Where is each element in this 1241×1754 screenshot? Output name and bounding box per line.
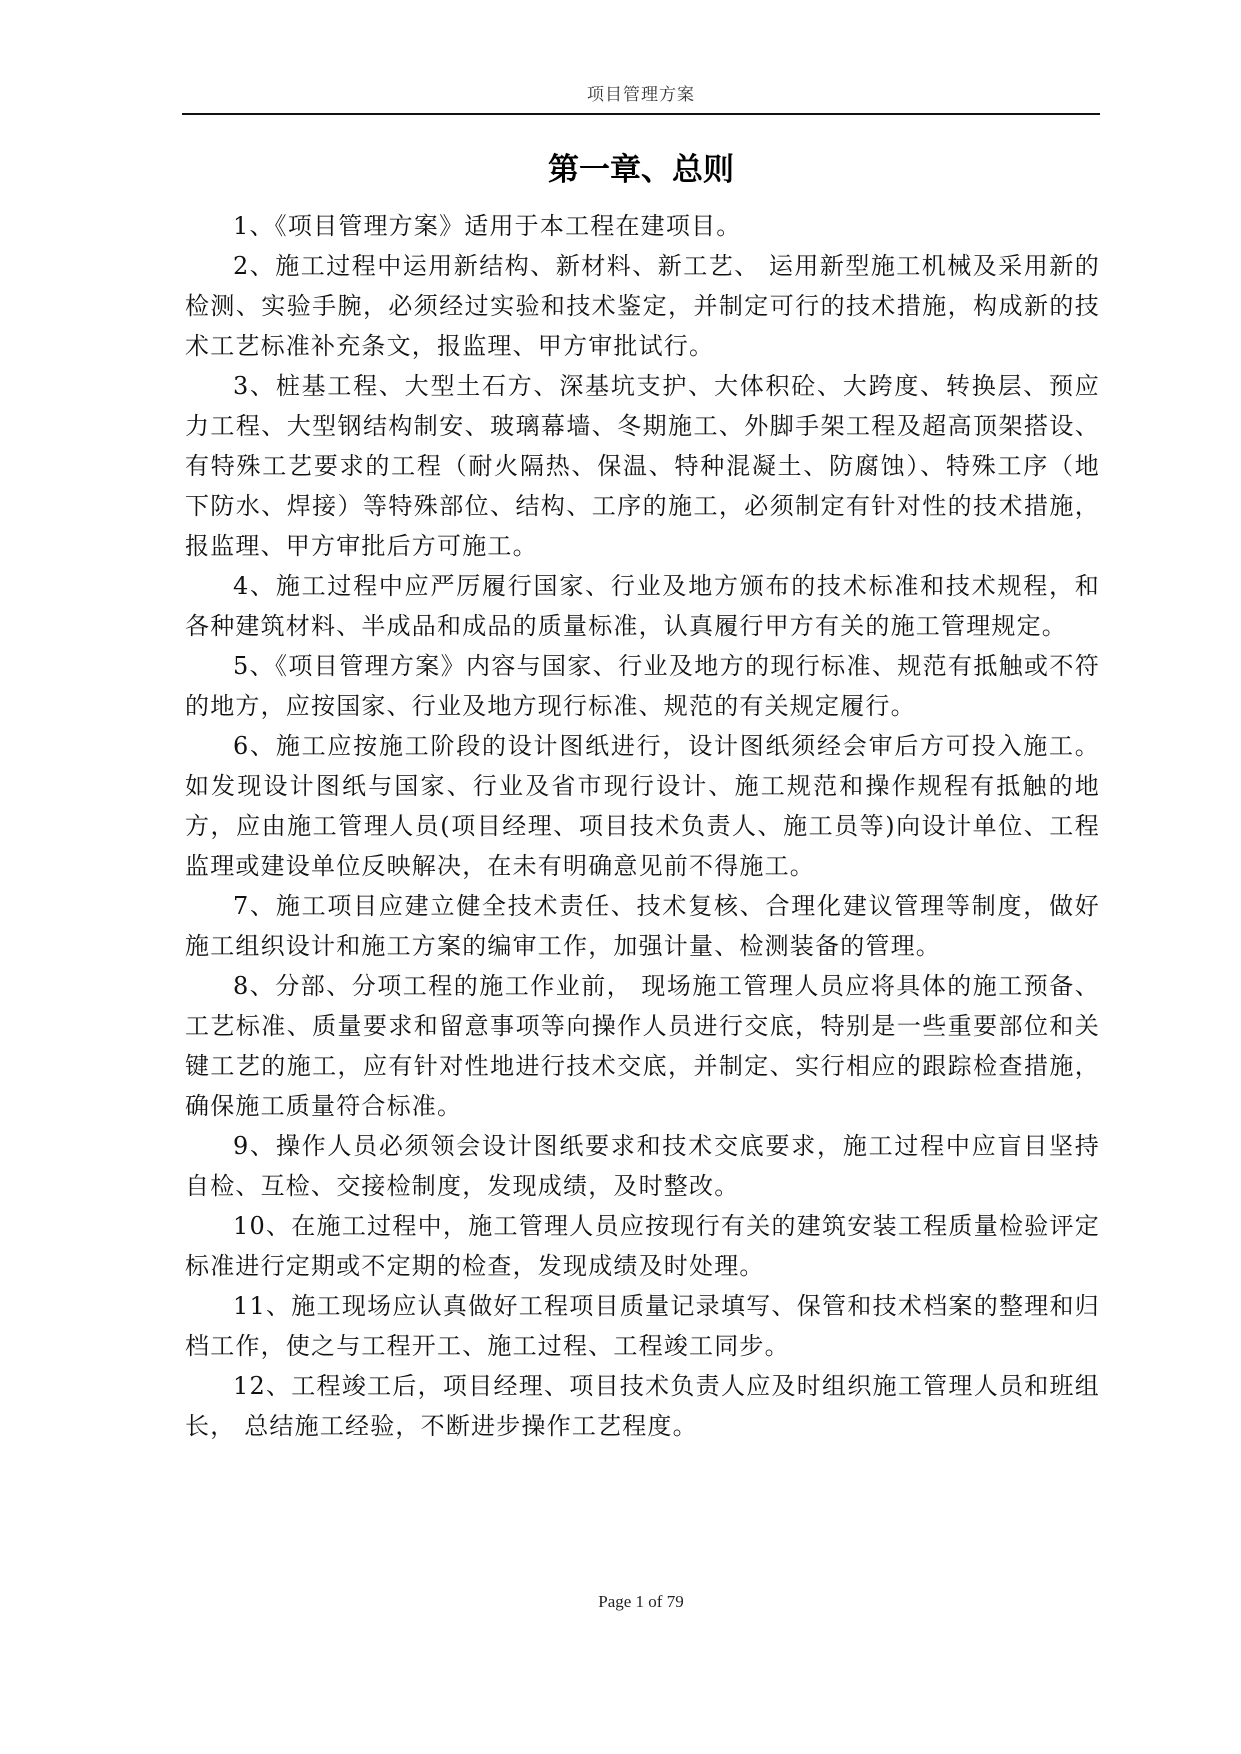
paragraph-5: 5、《项目管理方案》内容与国家、行业及地方的现行标准、规范有抵触或不符的地方，应按国家、行业及地方现行标准、规范的有关规定履行。 <box>185 652 1100 720</box>
paragraph-7: 7、施工项目应建立健全技术责任、技术复核、合理化建议管理等制度，做好施工组织设计和施工方案的编审工作，加强计量、检测装备的管理。 <box>185 892 1100 960</box>
header-title: 项目管理方案 <box>587 85 695 105</box>
paragraph-8: 8、分部、分项工程的施工作业前， 现场施工管理人员应将具体的施工预备、工艺标准、质量要求和留意事项等向操作人员进行交底，特别是一些重要部位和关键工艺的施工，应有针对性地进行技术交底，并制定、实行相应的跟踪检查措施，确保施工质量符合标准。 <box>185 972 1100 1120</box>
header-divider <box>182 113 1100 115</box>
paragraph-6: 6、施工应按施工阶段的设计图纸进行，设计图纸须经会审后方可投入施工。如发现设计图纸与国家、行业及省市现行设计、施工规范和操作规程有抵触的地方，应由施工管理人员(项目经理、项目技术负责人、施工员等)向设计单位、工程监理或建设单位反映解决，在未有明确意见前不得施工。 <box>185 732 1100 880</box>
paragraph-2: 2、施工过程中运用新结构、新材料、新工艺、 运用新型施工机械及采用新的检测、实验手腕，必须经过实验和技术鉴定，并制定可行的技术措施，构成新的技术工艺标准补充条文，报监理、甲方审批试行。 <box>185 252 1100 360</box>
paragraph-10: 10、在施工过程中，施工管理人员应按现行有关的建筑安装工程质量检验评定标准进行定期或不定期的检查，发现成绩及时处理。 <box>185 1212 1100 1280</box>
paragraph-1: 1、《项目管理方案》适用于本工程在建项目。 <box>233 212 742 240</box>
paragraph-9: 9、操作人员必须领会设计图纸要求和技术交底要求，施工过程中应盲目坚持自检、互检、交接检制度，发现成绩，及时整改。 <box>185 1132 1100 1200</box>
page-number: Page 1 of 79 <box>598 1592 684 1611</box>
page-header <box>182 84 1100 106</box>
document-body <box>185 206 1100 1446</box>
paragraph-4: 4、施工过程中应严厉履行国家、行业及地方颁布的技术标准和技术规程，和各种建筑材料、半成品和成品的质量标准，认真履行甲方有关的施工管理规定。 <box>185 572 1100 640</box>
paragraph-11: 11、施工现场应认真做好工程项目质量记录填写、保管和技术档案的整理和归档工作，使之与工程开工、施工过程、工程竣工同步。 <box>185 1292 1100 1360</box>
paragraph-12: 12、工程竣工后，项目经理、项目技术负责人应及时组织施工管理人员和班组长， 总结施工经验，不断进步操作工艺程度。 <box>185 1372 1100 1440</box>
chapter-title: 第一章、总则 <box>548 152 734 188</box>
paragraph-3: 3、桩基工程、大型土石方、深基坑支护、大体积砼、大跨度、转换层、预应力工程、大型钢结构制安、玻璃幕墙、冬期施工、外脚手架工程及超高顶架搭设、有特殊工艺要求的工程（耐火隔热、保温、特种混凝土、防腐蚀）、特殊工序（地下防水、焊接）等特殊部位、结构、工序的施工，必须制定有针对性的技术措施，报监理、甲方审批后方可施工。 <box>185 372 1100 560</box>
page-footer <box>182 1592 1100 1612</box>
